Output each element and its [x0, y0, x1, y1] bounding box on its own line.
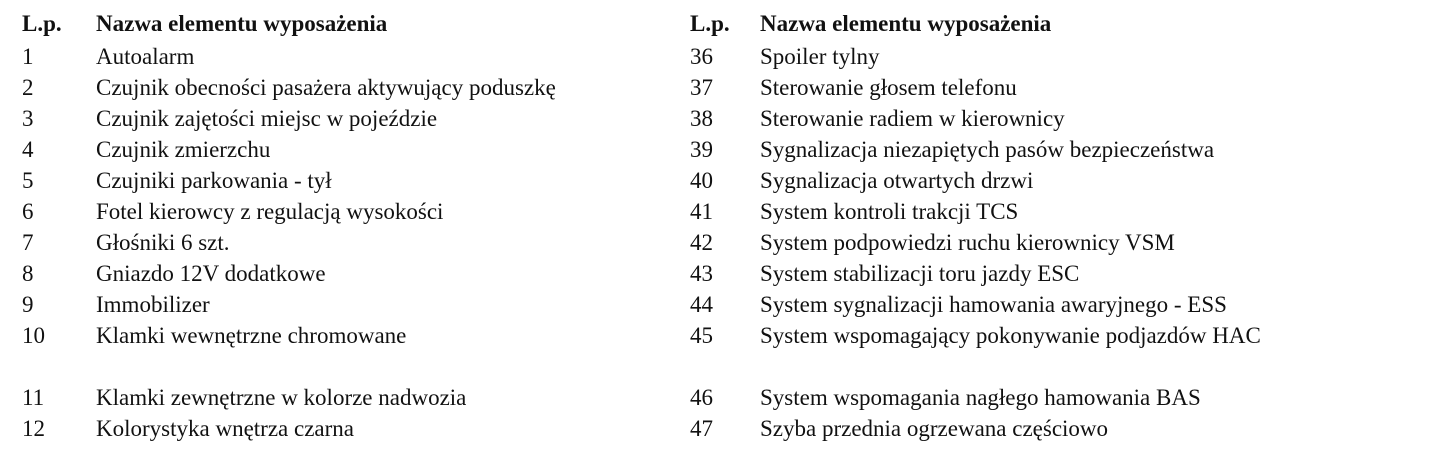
row-item-name: Kolorystyka wnętrza czarna [96, 416, 354, 441]
row-item-name: Czujnik obecności pasażera aktywujący poduszkę [96, 75, 556, 100]
table-row [690, 196, 1300, 227]
row-item-name: Głośniki 6 szt. [96, 230, 230, 255]
row-number: 9 [22, 292, 34, 317]
row-number: 11 [22, 385, 45, 410]
row-number: 4 [22, 137, 34, 162]
row-number: 2 [22, 75, 34, 100]
table-row [22, 72, 656, 103]
table-row [690, 382, 1300, 413]
row-number: 5 [22, 168, 34, 193]
column-header-lp: L.p. [22, 11, 62, 36]
row-number: 38 [690, 106, 713, 131]
table-row [690, 320, 1300, 382]
row-number: 6 [22, 199, 34, 224]
row-item-name: System stabilizacji toru jazdy ESC [760, 261, 1080, 286]
row-number: 37 [690, 75, 713, 100]
row-number: 3 [22, 106, 34, 131]
row-number: 46 [690, 385, 713, 410]
table-row [22, 165, 656, 196]
equipment-table-left [22, 8, 672, 444]
row-number: 42 [690, 230, 713, 255]
table-row [22, 289, 656, 320]
row-number: 41 [690, 199, 713, 224]
row-item-name: Gniazdo 12V dodatkowe [96, 261, 326, 286]
table-row [22, 196, 656, 227]
row-number: 12 [22, 416, 45, 441]
row-number: 1 [22, 44, 34, 69]
row-item-name: Sterowanie radiem w kierownicy [760, 106, 1065, 131]
row-item-name: Sygnalizacja otwartych drzwi [760, 168, 1034, 193]
row-number: 43 [690, 261, 713, 286]
row-number: 7 [22, 230, 34, 255]
row-number: 8 [22, 261, 34, 286]
row-item-name: Fotel kierowcy z regulacją wysokości [96, 199, 444, 224]
row-number: 47 [690, 416, 713, 441]
table-row [690, 165, 1300, 196]
table-row [22, 413, 656, 444]
row-item-name: Klamki wewnętrzne chromowane [96, 323, 407, 348]
table-row [690, 134, 1300, 165]
equipment-table-right [690, 8, 1350, 444]
column-header-name: Nazwa elementu wyposażenia [96, 11, 388, 36]
row-number: 36 [690, 44, 713, 69]
row-number: 10 [22, 323, 45, 348]
table-row [22, 134, 656, 165]
row-item-name: Spoiler tylny [760, 44, 880, 69]
table-header-row [690, 8, 1300, 41]
row-item-name: System wspomagania nagłego hamowania BAS [760, 385, 1201, 410]
table-row [22, 41, 656, 72]
row-number: 39 [690, 137, 713, 162]
row-number: 40 [690, 168, 713, 193]
row-item-name: Sygnalizacja niezapiętych pasów bezpieczeństwa [760, 137, 1215, 162]
equipment-table [690, 8, 1300, 444]
table-row [690, 72, 1300, 103]
table-row [690, 289, 1300, 320]
row-item-name: Klamki zewnętrzne w kolorze nadwozia [96, 385, 467, 410]
table-row [22, 227, 656, 258]
row-item-name: System kontroli trakcji TCS [760, 199, 1019, 224]
table-row [22, 382, 656, 413]
table-row [690, 41, 1300, 72]
row-item-name: Czujnik zmierzchu [96, 137, 271, 162]
row-item-name: System sygnalizacji hamowania awaryjnego - ESS [760, 292, 1227, 317]
row-item-name: Sterowanie głosem telefonu [760, 75, 1017, 100]
row-item-name: System wspomagający pokonywanie podjazdów HAC [760, 323, 1261, 348]
row-item-name: Czujniki parkowania - tył [96, 168, 332, 193]
row-item-name: Szyba przednia ogrzewana częściowo [760, 416, 1109, 441]
table-row [690, 258, 1300, 289]
row-item-name: Autoalarm [96, 44, 195, 69]
row-item-name: Immobilizer [96, 292, 210, 317]
column-header-name: Nazwa elementu wyposażenia [760, 11, 1052, 36]
table-row [22, 103, 656, 134]
row-item-name: Czujnik zajętości miejsc w pojeździe [96, 106, 438, 131]
table-row [690, 227, 1300, 258]
row-number: 44 [690, 292, 713, 317]
table-row [22, 258, 656, 289]
row-number: 45 [690, 323, 713, 348]
row-item-name: System podpowiedzi ruchu kierownicy VSM [760, 230, 1175, 255]
table-row [22, 320, 656, 382]
table-row [690, 413, 1300, 444]
column-header-lp: L.p. [690, 11, 730, 36]
table-header-row [22, 8, 656, 41]
table-row [690, 103, 1300, 134]
equipment-table [22, 8, 656, 444]
